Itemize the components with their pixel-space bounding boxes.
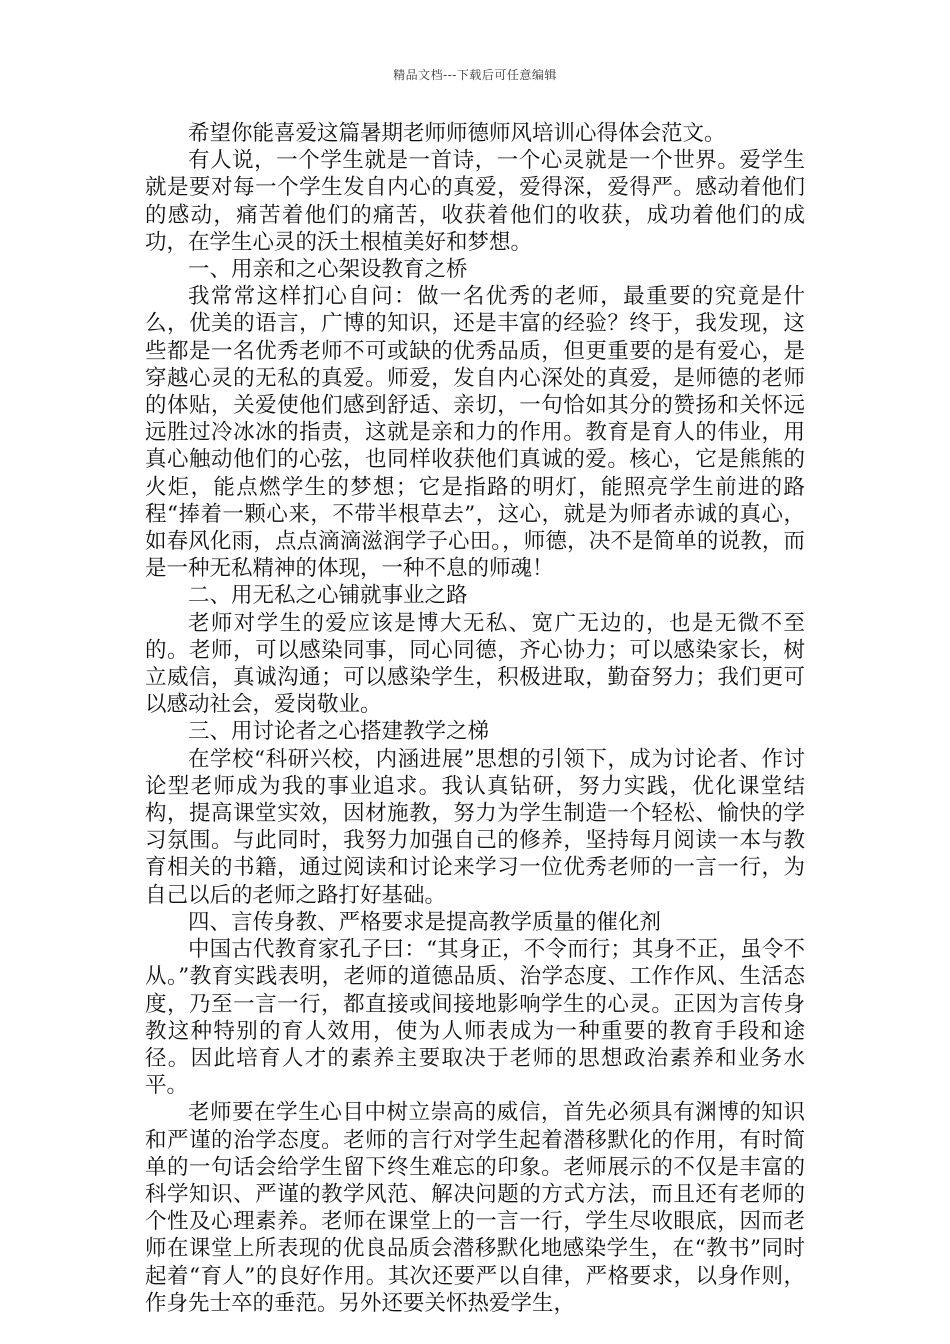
- section-heading-4: 四、言传身教、严格要求是提高教学质量的催化剂: [188, 909, 662, 935]
- page-header: 精品文档---下载后可任意编辑: [393, 68, 557, 82]
- body-paragraph: 我常常这样扪心自问：做一名优秀的老师，最重要的究竟是什么，优美的语言，广博的知识，还是丰富的经验？终于，我发现，这些都是一名优秀老师不可或缺的优秀品质，但更重要的是有爱心，是穿越心灵的无私的真爱。师爱，发自内心深处的真爱，是师德的老师的体贴，关爱使他们感到舒适、亲切，一句恰如其分的赞扬和关怀远远胜过冷冰冰的指责，这就是亲和力的作用。教育是育人的伟业，用真心触动他们的心弦，也同样收获他们真诚的爱。核心，它是熊熊的火炬，能点燃学生的梦想；它是指路的明灯，能照亮学生前进的路程“捧着一颗心来，不带半根草去”，这心，就是为师者赤诚的真心，如春风化雨，点点滴滴滋润学子心田。，师德，决不是简单的说教，而是一种无私精神的体现，一种不息的师魂！: [145, 284, 805, 582]
- section-heading-3: 三、用讨论者之心搭建教学之梯: [188, 719, 490, 745]
- body-paragraph: 老师对学生的爱应该是博大无私、宽广无边的，也是无微不至的。老师，可以感染同事，同心同德，齐心协力；可以感染家长，树立威信，真诚沟通；可以感染学生，积极进取，勤奋努力；我们更可以感动社会，爱岗敬业。: [145, 610, 805, 718]
- body-paragraph: 老师要在学生心目中树立崇高的威信，首先必须具有渊博的知识和严谨的治学态度。老师的言行对学生起着潜移默化的作用，有时简单的一句话会给学生留下终生难忘的印象。老师展示的不仅是丰富的科学知识、严谨的教学风范、解决问题的方式方法，而且还有老师的个性及心理素养。老师在课堂上的一言一行，学生尽收眼底，因而老师在课堂上所表现的优良品质会潜移默化地感染学生，在“教书”同时起着“育人”的良好作用。其次还要严以自律，严格要求，以身作则，作身先士卒的垂范。另外还要关怀热爱学生，: [145, 1100, 805, 1316]
- document-body: [145, 120, 805, 1317]
- section-heading-2: 二、用无私之心铺就事业之路: [188, 583, 468, 609]
- body-paragraph: 有人说，一个学生就是一首诗，一个心灵就是一个世界。爱学生就是要对每一个学生发自内心的真爱，爱得深，爱得严。感动着他们的感动，痛苦着他们的痛苦，收获着他们的收获，成功着他们的成功，在学生心灵的沃土根植美好和梦想。: [145, 148, 805, 255]
- body-paragraph: 中国古代教育家孔子曰：“其身正，不令而行；其身不正，虽令不从。”教育实践表明，老师的道德品质、治学态度、工作作风、生活态度，乃至一言一行，都直接或间接地影响学生的心灵。正因为言传身教这种特别的育人效用，使为人师表成为一种重要的教育手段和途径。因此培育人才的素养主要取决于老师的思想政治素养和业务水平。: [145, 937, 805, 1099]
- intro-paragraph: 希望你能喜爱这篇暑期老师师德师风培训心得体会范文。: [188, 121, 726, 146]
- section-heading-1: 一、用亲和之心架设教育之桥: [188, 257, 468, 283]
- body-paragraph: 在学校“科研兴校，内涵进展”思想的引领下，成为讨论者、作讨论型老师成为我的事业追求。我认真钻研，努力实践，优化课堂结构，提高课堂实效，因材施教，努力为学生制造一个轻松、愉快的学习氛围。与此同时，我努力加强自己的修养，坚持每月阅读一本与教育相关的书籍，通过阅读和讨论来学习一位优秀老师的一言一行，为自己以后的老师之路打好基础。: [145, 746, 805, 908]
